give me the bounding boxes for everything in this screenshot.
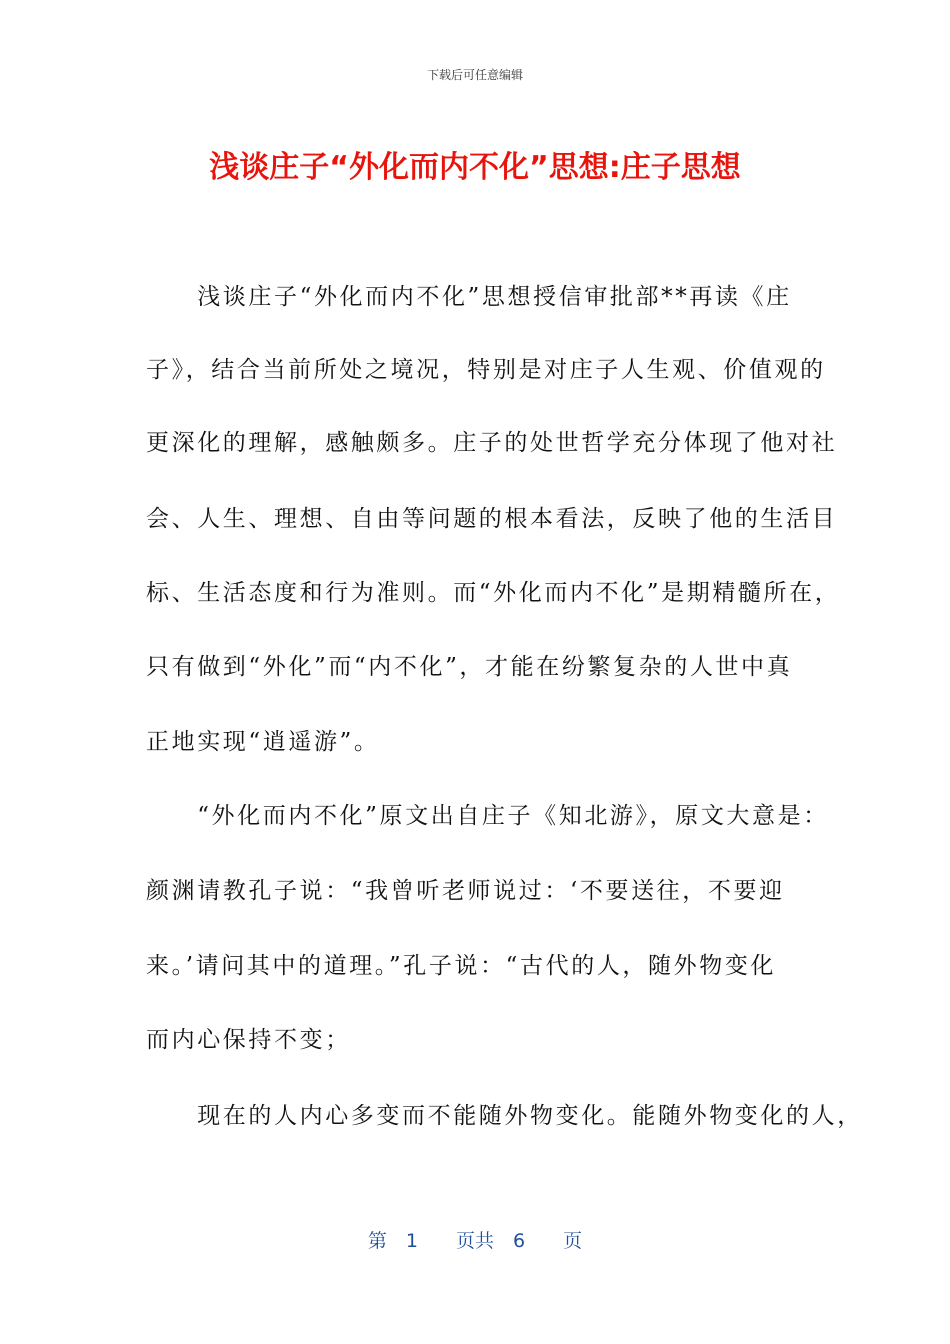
body-line: 只有做到“外化”而“内不化”，才能在纷繁复杂的人世中真 [146, 654, 793, 680]
body-line: 会、人生、理想、自由等问题的根本看法，反映了他的生活目 [146, 506, 838, 532]
body-line: 而内心保持不变； [146, 1027, 351, 1053]
body-line: 子》，结合当前所处之境况，特别是对庄子人生观、价值观的 [146, 357, 826, 383]
body-line: 浅谈庄子“外化而内不化”思想授信审批部**再读《庄 [146, 284, 792, 310]
document-title: 浅谈庄子“外化而内不化”思想:庄子思想 [209, 150, 741, 185]
body-line: 来。’请问其中的道理。”孔子说：“古代的人，随外物变化 [146, 953, 777, 979]
body-line: 标、生活态度和行为准则。而“外化而内不化”是期精髓所在， [146, 580, 841, 606]
body-line: 颜渊请教孔子说：“我曾听老师说过：‘不要送往，不要迎 [146, 878, 785, 904]
body-line: “外化而内不化”原文出自庄子《知北游》，原文大意是： [146, 803, 829, 829]
body-line: 更深化的理解，感触颇多。庄子的处世哲学充分体现了他对社 [146, 430, 838, 456]
body-line: 现在的人内心多变而不能随外物变化。能随外物变化的人， [146, 1103, 863, 1129]
body-line: 正地实现“逍遥游”。 [146, 729, 380, 755]
page-number-footer: 第 1 页共 6 页 [367, 1230, 583, 1252]
header-note: 下载后可任意编辑 [426, 68, 523, 82]
